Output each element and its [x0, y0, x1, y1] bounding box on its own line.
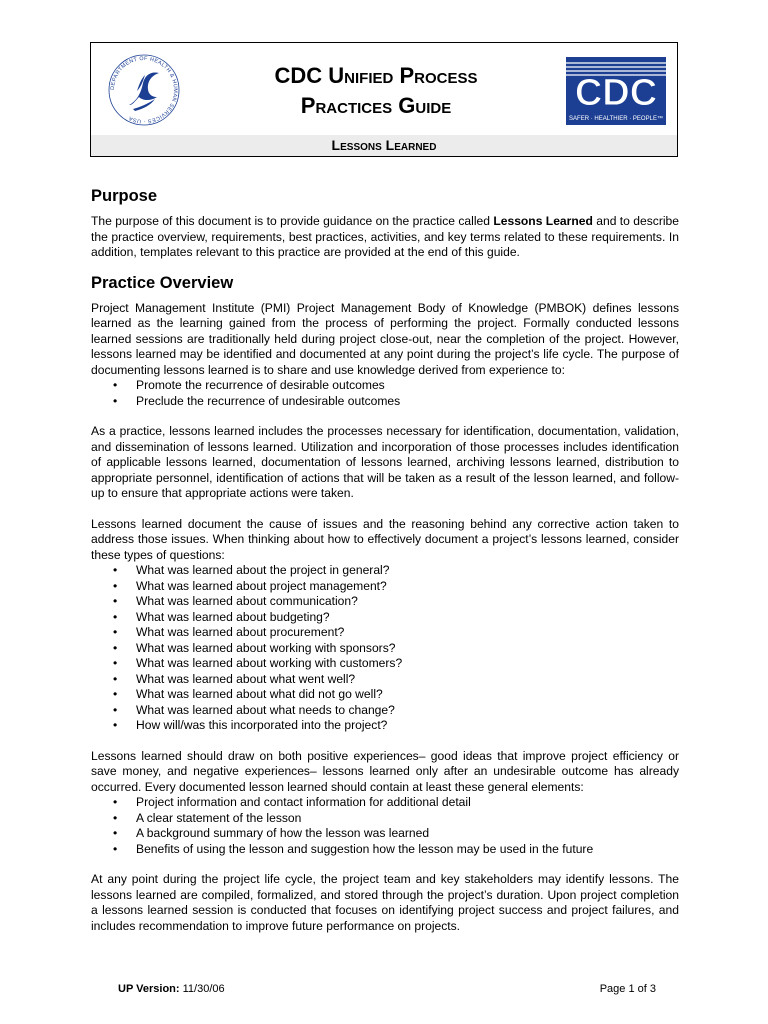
overview-heading: Practice Overview [91, 273, 234, 292]
list-item: • What was learned about what did not go well? [91, 687, 679, 703]
header-title-area [91, 43, 677, 136]
list-item: • Promote the recurrence of desirable outcomes [91, 378, 679, 394]
list-item: • What was learned about procurement? [91, 625, 679, 641]
page-number: Page 1 of 3 [599, 983, 656, 995]
version-info: UP Version: 11/30/06 [118, 983, 225, 995]
cdc-logo-text: CDC [574, 72, 658, 114]
elements-list [91, 795, 679, 857]
cdc-logo [566, 57, 666, 125]
purpose-heading: Purpose [91, 187, 158, 205]
list-item: • A background summary of how the lesson was learned [91, 826, 679, 842]
outcomes-list [91, 378, 679, 409]
document-title-line2: Practices Guide [300, 93, 452, 118]
list-item: • How will/was this incorporated into the project? [91, 718, 679, 734]
list-item: • Preclude the recurrence of undesirable outcomes [91, 394, 679, 410]
list-item: • A clear statement of the lesson [91, 811, 679, 827]
list-item: • What was learned about what went well? [91, 672, 679, 688]
hhs-seal-icon [107, 53, 181, 127]
svg-text:DEPARTMENT OF HEALTH & HUMAN S: DEPARTMENT OF HEALTH & HUMAN SERVICES · USA [109, 55, 179, 125]
list-item: • What was learned about what needs to change? [91, 703, 679, 719]
list-item: • What was learned about budgeting? [91, 610, 679, 626]
overview-paragraph-3: Lessons learned document the cause of issues and the reasoning behind any corrective action taken to address those issues. When thinking about how to effectively document a project’s lessons learned, consider these types of questions: [91, 516, 679, 562]
questions-list [91, 563, 679, 734]
list-item: • Benefits of using the lesson and suggestion how the lesson may be used in the future [91, 842, 679, 858]
overview-paragraph-2: As a practice, lessons learned includes the processes necessary for identification, documentation, validation, and dissemination of lessons learned. Utilization and incorporation of those processes includes identification of applicable lessons learned, documentation of lessons learned, archiving lessons learned, distribution to appropriate personnel, identification of actions that will be taken as a result of the lesson learned, and follow-up to ensure that appropriate actions were taken. [91, 424, 679, 500]
list-item: • What was learned about the project in general? [91, 563, 679, 579]
list-item: • What was learned about communication? [91, 594, 679, 610]
document-subtitle: Lessons Learned [91, 135, 677, 156]
document-body [91, 186, 679, 934]
list-item: • What was learned about working with customers? [91, 656, 679, 672]
list-item: • What was learned about project management? [91, 579, 679, 595]
overview-paragraph-5: At any point during the project life cycle, the project team and key stakeholders may identify lessons. The lessons learned are compiled, formalized, and stored through the project’s duration. Upon project completion a lessons learned session is conducted that focuses on identifying project success and project failures, and includes recommendation to improve future performance on projects. [91, 872, 679, 933]
overview-paragraph-1: Project Management Institute (PMI) Project Management Body of Knowledge (PMBOK) defines lessons learned as the learning gained from the process of performing the project. Formally conducted lessons learned sessions are traditionally held during project close-out, near the completion of the project. However, lessons learned may be identified and documented at any point during the project’s life cycle. The purpose of documenting lessons learned is to share and use knowledge derived from experience to: [91, 300, 679, 377]
purpose-paragraph: The purpose of this document is to provide guidance on the practice called Lessons Learned and to describe the practice overview, requirements, best practices, activities, and key terms related to these requirements. In addition, templates relevant to this practice are provided at the end of this guide. [91, 214, 679, 259]
document-header [90, 42, 678, 157]
document-title-line1: CDC Unified Process [274, 63, 478, 88]
overview-paragraph-4: Lessons learned should draw on both positive experiences– good ideas that improve project efficiency or save money, and negative experiences– lessons learned only after an undesirable outcome has already occurred. Every documented lesson learned should contain at least these general elements: [91, 748, 679, 794]
list-item: • What was learned about working with sponsors? [91, 641, 679, 657]
cdc-tagline: SAFER · HEALTHIER · PEOPLE™ [569, 116, 663, 122]
list-item: • Project information and contact information for additional detail [91, 795, 679, 811]
